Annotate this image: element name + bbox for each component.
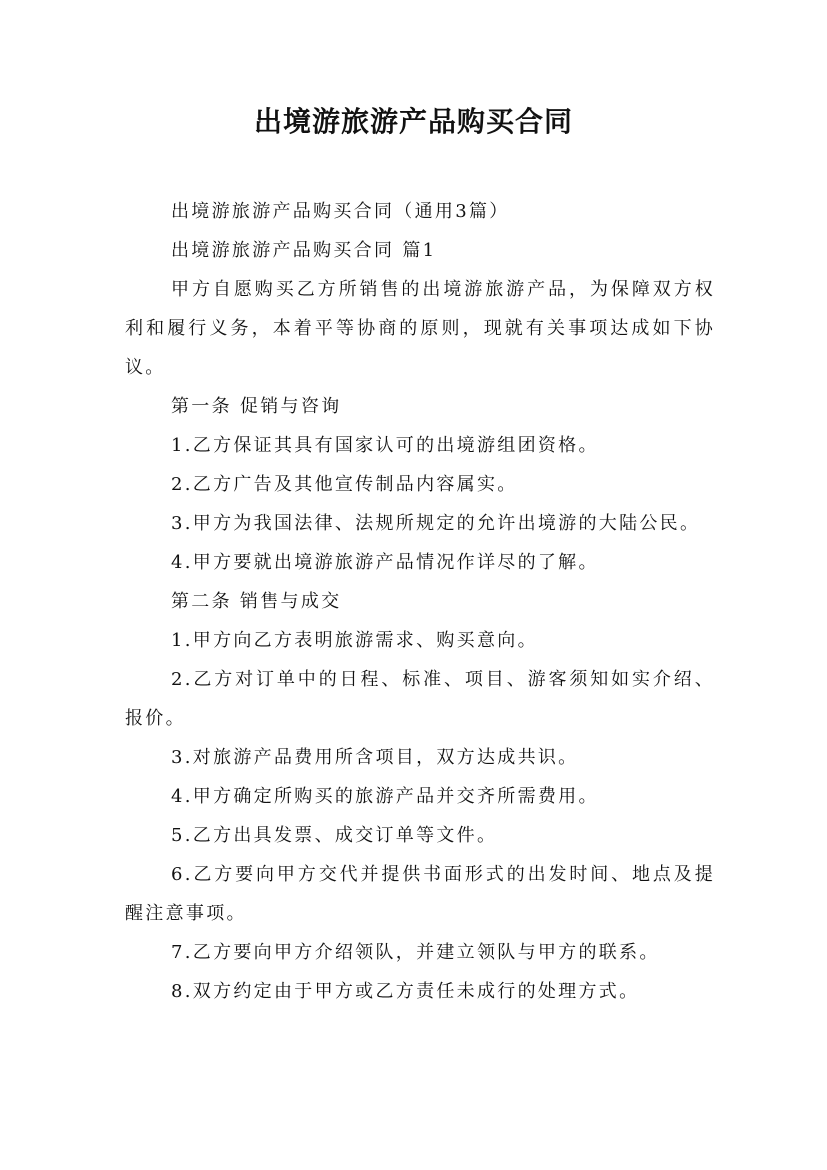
section-heading-part1: 出境游旅游产品购买合同 篇1 xyxy=(171,240,437,261)
clause-1-2: 2.乙方广告及其他宣传制品内容属实。 xyxy=(171,474,518,495)
clause-2-7: 7.乙方要向甲方介绍领队，并建立领队与甲方的联系。 xyxy=(171,942,660,963)
subtitle-collection: 出境游旅游产品购买合同（通用3篇） xyxy=(171,201,510,222)
intro-paragraph: 甲方自愿购买乙方所销售的出境游旅游产品，为保障双方权利和履行义务，本着平等协商的原则，现就有关事项达成如下协议。 xyxy=(125,279,715,378)
document-body xyxy=(125,192,715,1011)
article-heading-2: 第二条 销售与成交 xyxy=(171,591,342,612)
article-heading-1: 第一条 促销与咨询 xyxy=(171,396,342,417)
clause-1-3: 3.甲方为我国法律、法规所规定的允许出境游的大陆公民。 xyxy=(171,513,701,534)
clause-2-3: 3.对旅游产品费用所含项目，双方达成共识。 xyxy=(171,747,579,768)
clause-2-5: 5.乙方出具发票、成交订单等文件。 xyxy=(171,825,498,846)
clause-1-1: 1.乙方保证其具有国家认可的出境游组团资格。 xyxy=(171,435,599,456)
document-title: 出境游旅游产品购买合同 xyxy=(253,105,573,138)
clause-2-1: 1.甲方向乙方表明旅游需求、购买意向。 xyxy=(171,630,538,651)
clause-2-4: 4.甲方确定所购买的旅游产品并交齐所需费用。 xyxy=(171,786,599,807)
clause-1-4: 4.甲方要就出境游旅游产品情况作详尽的了解。 xyxy=(171,552,599,573)
clause-2-8: 8.双方约定由于甲方或乙方责任未成行的处理方式。 xyxy=(171,981,640,1002)
clause-2-2: 2.乙方对订单中的日程、标准、项目、游客须知如实介绍、报价。 xyxy=(125,669,715,729)
clause-2-6: 6.乙方要向甲方交代并提供书面形式的出发时间、地点及提醒注意事项。 xyxy=(125,864,715,924)
